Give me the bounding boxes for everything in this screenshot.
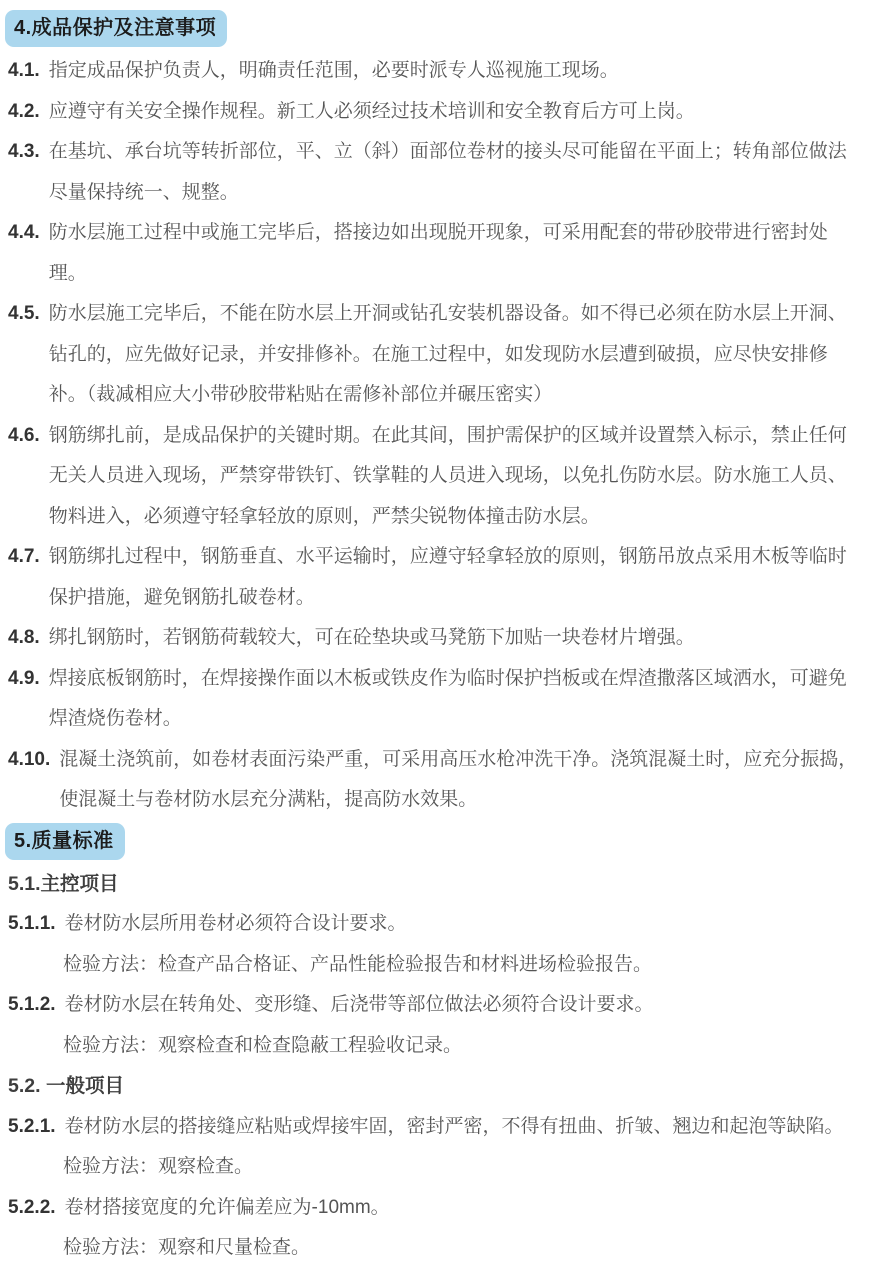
- item-number: 4.4.: [8, 222, 40, 243]
- list-item: [8, 213, 860, 294]
- item-text: 钢筋绑扎过程中，钢筋垂直、水平运输时，应遵守轻拿轻放的原则，钢筋吊放点采用木板等临时保护措施，避免钢筋扎破卷材。: [48, 546, 847, 608]
- item-text: 防水层施工过程中或施工完毕后，搭接边如出现脱开现象，可采用配套的带砂胶带进行密封处理。: [48, 222, 828, 284]
- item-text: 指定成品保护负责人，明确责任范围，必要时派专人巡视施工现场。: [48, 60, 619, 81]
- item-text: 卷材防水层所用卷材必须符合设计要求。: [64, 913, 407, 934]
- item-text: 在基坑、承台坑等转折部位，平、立（斜）面部位卷材的接头尽可能留在平面上；转角部位做法尽量保持统一、规整。: [48, 141, 847, 203]
- subsection-header: 5.1.主控项目: [8, 872, 119, 895]
- list-item: [8, 132, 860, 213]
- item-number: 4.7.: [8, 546, 40, 567]
- item-number: 4.3.: [8, 141, 40, 162]
- inspection-method: 检验方法：观察检查和检查隐蔽工程验收记录。: [63, 1034, 463, 1056]
- inspection-method: 检验方法：观察检查。: [63, 1156, 254, 1177]
- list-item: [8, 904, 860, 945]
- section-header-row: [8, 823, 860, 860]
- list-item: [8, 659, 860, 740]
- item-text: 应遵守有关安全操作规程。新工人必须经过技术培训和安全教育后方可上岗。: [48, 100, 695, 122]
- item-number: 4.8.: [8, 627, 40, 648]
- item-number: 5.1.1.: [8, 913, 56, 934]
- section-header-row: [8, 10, 860, 47]
- item-text: 卷材防水层的搭接缝应粘贴或焊接牢固，密封严密，不得有扭曲、折皱、翘边和起泡等缺陷。: [64, 1115, 844, 1137]
- item-text: 焊接底板钢筋时，在焊接操作面以木板或铁皮作为临时保护挡板或在焊渣撒落区域洒水，可避免焊渣烧伤卷材。: [48, 667, 847, 729]
- list-item: [8, 92, 860, 133]
- subsection-header: 5.2. 一般项目: [8, 1075, 124, 1097]
- item-number: 4.10.: [8, 748, 51, 770]
- list-item: [8, 294, 860, 416]
- item-text: 混凝土浇筑前，如卷材表面污染严重，可采用高压水枪冲洗干净。浇筑混凝土时，应充分振捣，使混凝土与卷材防水层充分满粘，提高防水效果。: [59, 748, 858, 810]
- list-item: [8, 740, 860, 821]
- inspection-method: 检验方法：观察和尺量检查。: [63, 1237, 311, 1258]
- list-item: [8, 985, 860, 1026]
- list-item: [8, 1107, 860, 1148]
- list-item: [8, 618, 860, 659]
- item-number: 5.2.2.: [8, 1196, 56, 1218]
- document-body: [8, 10, 860, 1269]
- item-text: 钢筋绑扎前，是成品保护的关键时期。在此其间，围护需保护的区域并设置禁入标示，禁止任何无关人员进入现场，严禁穿带铁钉、铁掌鞋的人员进入现场，以免扎伤防水层。防水施工人员、物料进入，必须遵守轻拿轻放的原则，严禁尖锐物体撞击防水层。: [48, 424, 847, 527]
- item-text: 卷材防水层在转角处、变形缝、后浇带等部位做法必须符合设计要求。: [64, 994, 654, 1015]
- item-text: 防水层施工完毕后，不能在防水层上开洞或钻孔安装机器设备。如不得已必须在防水层上开洞、钻孔的，应先做好记录，并安排修补。在施工过程中，如发现防水层遭到破损，应尽快安排修补。（裁减相应大小带砂胶带粘贴在需修补部位并碾压密实）: [48, 303, 847, 405]
- item-number: 4.9.: [8, 667, 40, 689]
- item-number: 4.1.: [8, 60, 40, 81]
- list-item: [8, 51, 860, 92]
- item-number: 5.2.1.: [8, 1115, 56, 1137]
- section-header: 5.质量标准: [5, 823, 125, 860]
- inspection-method: 检验方法：检查产品合格证、产品性能检验报告和材料进场检验报告。: [63, 953, 653, 975]
- section-header: 4.成品保护及注意事项: [5, 10, 227, 47]
- list-item: [8, 416, 860, 538]
- list-item: [8, 1188, 860, 1229]
- item-number: 4.6.: [8, 424, 40, 446]
- item-number: 4.5.: [8, 303, 40, 324]
- item-number: 4.2.: [8, 100, 40, 122]
- list-item: [8, 537, 860, 618]
- item-text: 卷材搭接宽度的允许偏差应为-10mm。: [64, 1196, 390, 1218]
- item-text: 绑扎钢筋时，若钢筋荷载较大，可在砼垫块或马凳筋下加贴一块卷材片增强。: [48, 627, 695, 648]
- item-number: 5.1.2.: [8, 994, 56, 1015]
